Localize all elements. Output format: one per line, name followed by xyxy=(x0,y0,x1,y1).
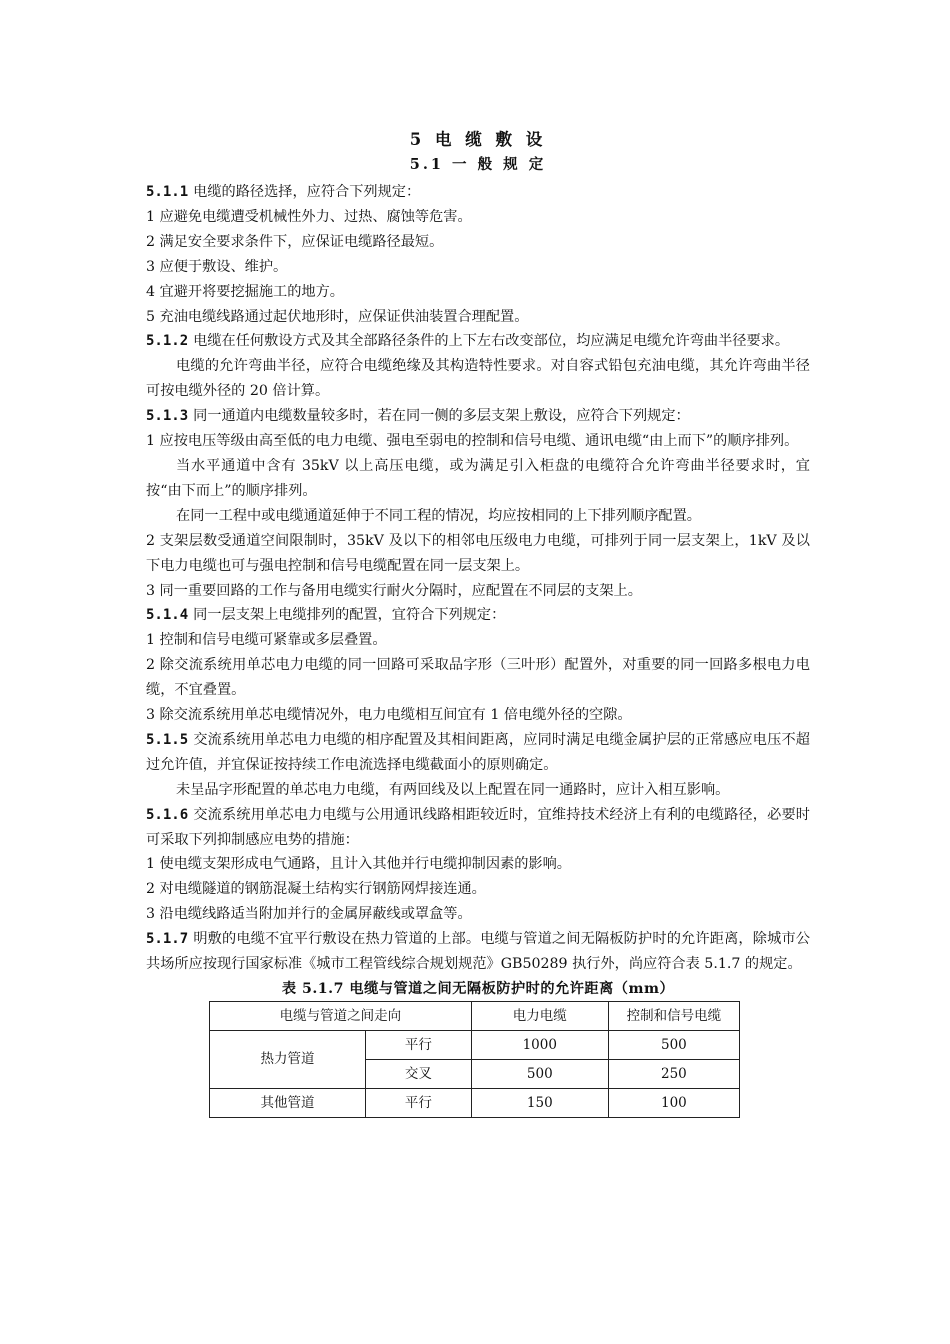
paragraph xyxy=(146,230,810,255)
paragraph xyxy=(146,653,810,703)
table-cell-pipe: 其他管道 xyxy=(210,1089,366,1118)
paragraph xyxy=(146,255,810,280)
paragraph-text: 在同一工程中或电缆通道延伸于不同工程的情况，均应按相同的上下排列顺序配置。 xyxy=(176,507,701,524)
paragraph xyxy=(146,404,810,429)
paragraph-text: 2 满足安全要求条件下，应保证电缆路径最短。 xyxy=(146,233,444,250)
table-cell-power: 500 xyxy=(471,1060,608,1089)
table-header-row xyxy=(210,1002,740,1031)
paragraph-text: 同一通道内电缆数量较多时，若在同一侧的多层支架上敷设，应符合下列规定： xyxy=(193,408,690,425)
paragraph xyxy=(146,703,810,728)
clause-number: 5.1.6 xyxy=(146,806,189,823)
clause-number: 5.1.2 xyxy=(146,333,189,350)
paragraph-text: 3 应便于敷设、维护。 xyxy=(146,258,288,275)
paragraph xyxy=(146,529,810,579)
table-cell-direction: 平行 xyxy=(366,1089,472,1118)
paragraph-text: 电缆在任何敷设方式及其全部路径条件的上下左右改变部位，均应满足电缆允许弯曲半径要求。 xyxy=(193,333,790,350)
paragraph xyxy=(146,454,810,504)
paragraph xyxy=(146,902,810,927)
paragraph-text: 2 对电缆隧道的钢筋混凝土结构实行钢筋网焊接连通。 xyxy=(146,881,486,898)
clause-number: 5.1.3 xyxy=(146,408,189,425)
paragraph xyxy=(146,579,810,604)
paragraph-text: 3 除交流系统用单芯电缆情况外，电力电缆相互间宜有 1 倍电缆外径的空隙。 xyxy=(146,707,632,724)
paragraph xyxy=(146,803,810,853)
clause-number: 5.1.7 xyxy=(146,931,189,948)
distance-table xyxy=(209,1001,740,1118)
clause-number: 5.1.5 xyxy=(146,731,189,748)
paragraph xyxy=(146,280,810,305)
table-header-cell: 电缆与管道之间走向 xyxy=(210,1002,472,1031)
paragraph-text: 电缆的路径选择，应符合下列规定： xyxy=(193,184,421,200)
table-caption: 表 5.1.7 电缆与管道之间无隔板防护时的允许距离（mm） xyxy=(281,981,675,997)
table-cell-power: 1000 xyxy=(471,1031,608,1060)
paragraph xyxy=(146,504,810,529)
paragraph-text: 2 支架层数受通道空间限制时，35kV 及以下的相邻电压级电力电缆，可排列于同一层支架上，1kV 及以下电力电缆也可与强电控制和信号电缆配置在同一层支架上。 xyxy=(146,532,810,574)
table-cell-control: 500 xyxy=(608,1031,739,1060)
paragraph xyxy=(146,205,810,230)
paragraph xyxy=(146,778,810,803)
clause-number: 5.1.4 xyxy=(146,607,189,624)
paragraph xyxy=(146,927,810,977)
clause-number: 5.1.1 xyxy=(146,184,189,200)
paragraph-text: 当水平通道中含有 35kV 以上高压电缆，或为满足引入柜盘的电缆符合允许弯曲半径要求时，宜按“由下而上”的顺序排列。 xyxy=(146,457,810,499)
paragraph xyxy=(146,728,810,778)
section-title: 5.1 一 般 规 定 xyxy=(409,156,547,173)
document-page xyxy=(146,128,810,1111)
paragraph-text: 交流系统用单芯电力电缆与公用通讯线路相距较近时，宜维持技术经济上有利的电缆路径，必要时可采取下列抑制感应电势的措施： xyxy=(146,806,810,848)
table-header-cell: 电力电缆 xyxy=(471,1002,608,1031)
paragraph-text: 明敷的电缆不宜平行敷设在热力管道的上部。电缆与管道之间无隔板防护时的允许距离，除城市公共场所应按现行国家标准《城市工程管线综合规划规范》GB50289 执行外，尚应符合表 5.1.7 的规定。 xyxy=(146,931,810,973)
paragraph-text: 1 使电缆支架形成电气通路，且计入其他并行电缆抑制因素的影响。 xyxy=(146,856,571,873)
paragraph-text: 电缆的允许弯曲半径，应符合电缆绝缘及其构造特性要求。对自容式铅包充油电缆，其允许弯曲半径可按电缆外径的 20 倍计算。 xyxy=(146,358,810,400)
table-cell-power: 150 xyxy=(471,1089,608,1118)
paragraph-text: 5 充油电缆线路通过起伏地形时，应保证供油装置合理配置。 xyxy=(146,308,529,325)
paragraph-text: 交流系统用单芯电力电缆的相序配置及其相间距离，应同时满足电缆金属护层的正常感应电压不超过允许值，并宜保证按持续工作电流选择电缆截面小的原则确定。 xyxy=(146,731,810,773)
paragraph-text: 1 控制和信号电缆可紧靠或多层叠置。 xyxy=(146,632,387,649)
body-text xyxy=(146,180,810,977)
paragraph xyxy=(146,628,810,653)
paragraph-text: 同一层支架上电缆排列的配置，宜符合下列规定： xyxy=(193,607,506,624)
table-header-cell: 控制和信号电缆 xyxy=(608,1002,739,1031)
paragraph xyxy=(146,329,810,354)
paragraph xyxy=(146,852,810,877)
paragraph xyxy=(146,877,810,902)
paragraph xyxy=(146,429,810,454)
table-cell-pipe: 热力管道 xyxy=(210,1031,366,1089)
paragraph-text: 3 沿电缆线路适当附加并行的金属屏蔽线或罩盒等。 xyxy=(146,906,472,923)
table-cell-control: 100 xyxy=(608,1089,739,1118)
paragraph-text: 1 应按电压等级由高至低的电力电缆、强电至弱电的控制和信号电缆、通讯电缆“由上而下”的顺序排列。 xyxy=(146,433,799,450)
paragraph-text: 2 除交流系统用单芯电力电缆的同一回路可采取品字形（三叶形）配置外，对重要的同一回路多根电力电缆，不宜叠置。 xyxy=(146,657,810,699)
table-cell-direction: 交叉 xyxy=(366,1060,472,1089)
paragraph xyxy=(146,180,810,205)
paragraph-text: 4 宜避开将要挖掘施工的地方。 xyxy=(146,283,344,300)
table-row xyxy=(210,1089,740,1118)
table-cell-control: 250 xyxy=(608,1060,739,1089)
paragraph-text: 未呈品字形配置的单芯电力电缆，有两回线及以上配置在同一通路时，应计入相互影响。 xyxy=(176,781,730,798)
paragraph xyxy=(146,305,810,330)
paragraph xyxy=(146,603,810,628)
table-row xyxy=(210,1031,740,1060)
paragraph-text: 3 同一重要回路的工作与备用电缆实行耐火分隔时，应配置在不同层的支架上。 xyxy=(146,582,642,599)
chapter-title: 5 电 缆 敷 设 xyxy=(409,130,547,149)
paragraph xyxy=(146,354,810,404)
table-cell-direction: 平行 xyxy=(366,1031,472,1060)
paragraph-text: 1 应避免电缆遭受机械性外力、过热、腐蚀等危害。 xyxy=(146,208,472,225)
